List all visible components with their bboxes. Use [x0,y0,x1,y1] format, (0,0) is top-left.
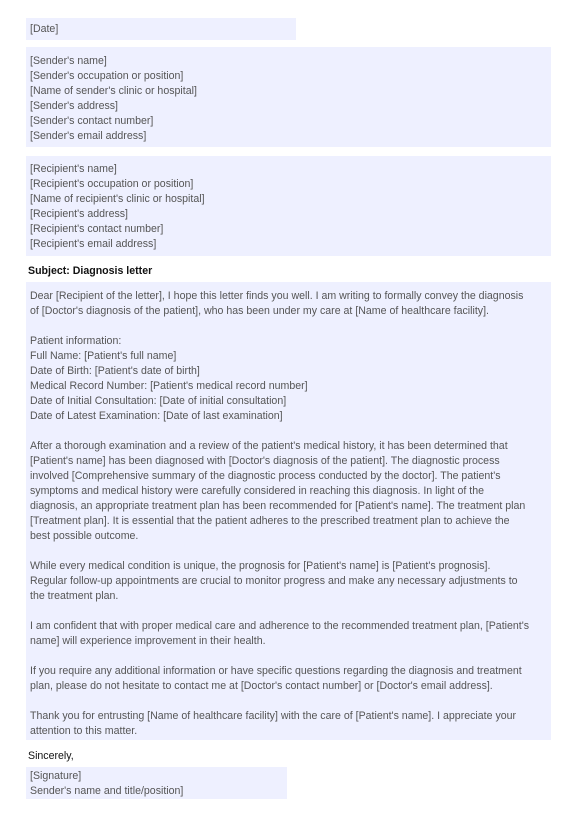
recipient-clinic: [Name of recipient's clinic or hospital] [30,193,205,205]
sender-clinic: [Name of sender's clinic or hospital] [30,85,197,97]
body-line: symptoms and medical history were carefully considered in reaching this diagnosis. In light of the [30,485,484,497]
recipient-name: [Recipient's name] [30,163,117,175]
patient-mrn: Medical Record Number: [Patient's medical record number] [30,380,308,392]
contact-paragraph [30,664,547,694]
body-line: After a thorough examination and a review of the patient's medical history, it has been determined that [30,440,508,452]
recipient-block[interactable] [26,156,551,256]
body-line: of [Doctor's diagnosis of the patient], who has been under my care at [Name of healthcare facility]. [30,305,489,317]
body-line: diagnosis, an appropriate treatment plan has been recommended for [Patient's name]. The treatment plan [30,500,526,512]
patient-dob: Date of Birth: [Patient's date of birth] [30,365,200,377]
body-line: involved [Comprehensive summary of the diagnostic process conducted by the doctor]. The patient's [30,470,501,482]
body-line: While every medical condition is unique, the prognosis for [Patient's name] is [Patient's prognosis]. [30,560,491,572]
body-line: [Treatment plan]. It is essential that the patient adheres to the prescribed treatment plan to achieve the [30,515,510,527]
recipient-contact: [Recipient's contact number] [30,223,164,235]
body-line: I am confident that with proper medical care and adherence to the recommended treatment plan, [Patient's [30,620,530,632]
patient-initial-consult: Date of Initial Consultation: [Date of initial consultation] [30,395,287,407]
sender-email: [Sender's email address] [30,130,147,142]
sender-name: [Sender's name] [30,55,107,67]
letter-body[interactable] [26,282,551,740]
date-text: [Date] [30,23,59,35]
recipient-occupation: [Recipient's occupation or position] [30,178,194,190]
sender-contact: [Sender's contact number] [30,115,154,127]
sender-name-title: Sender's name and title/position] [30,785,184,797]
date-field[interactable] [26,18,296,40]
patient-latest-exam: Date of Latest Examination: [Date of last examination] [30,410,283,422]
sender-occupation: [Sender's occupation or position] [30,70,184,82]
body-line: Thank you for entrusting [Name of healthcare facility] with the care of [Patient's name]. I appreciate your [30,710,517,722]
patient-info-paragraph [30,334,547,424]
body-line: attention to this matter. [30,725,138,737]
sender-address: [Sender's address] [30,100,118,112]
body-line: Regular follow-up appointments are crucial to monitor progress and make any necessary adjustments to [30,575,518,587]
sender-block[interactable] [26,47,551,147]
body-line: If you require any additional information or have specific questions regarding the diagnosis and treatment [30,665,522,677]
diagnosis-paragraph [30,439,547,544]
recipient-address: [Recipient's address] [30,208,129,220]
signature-block[interactable] [26,767,287,799]
body-line: [Patient's name] has been diagnosed with [Doctor's diagnosis of the patient]. The diagnostic process [30,455,500,467]
body-line: plan, please do not hesitate to contact me at [Doctor's contact number] or [Doctor's email address]. [30,680,493,692]
body-line: name] will experience improvement in their health. [30,635,266,647]
thanks-paragraph [30,709,547,739]
recipient-email: [Recipient's email address] [30,238,157,250]
intro-paragraph [30,289,547,319]
prognosis-paragraph [30,559,547,604]
signature-placeholder: [Signature] [30,770,82,782]
patient-info-heading: Patient information: [30,335,122,347]
subject-line: Subject: Diagnosis letter [28,265,153,277]
confidence-paragraph [30,619,547,649]
patient-full-name: Full Name: [Patient's full name] [30,350,177,362]
body-line: the treatment plan. [30,590,119,602]
body-line: Dear [Recipient of the letter], I hope this letter finds you well. I am writing to formally convey the diagnosis [30,290,524,302]
closing-salutation: Sincerely, [28,750,74,762]
body-line: best possible outcome. [30,530,139,542]
